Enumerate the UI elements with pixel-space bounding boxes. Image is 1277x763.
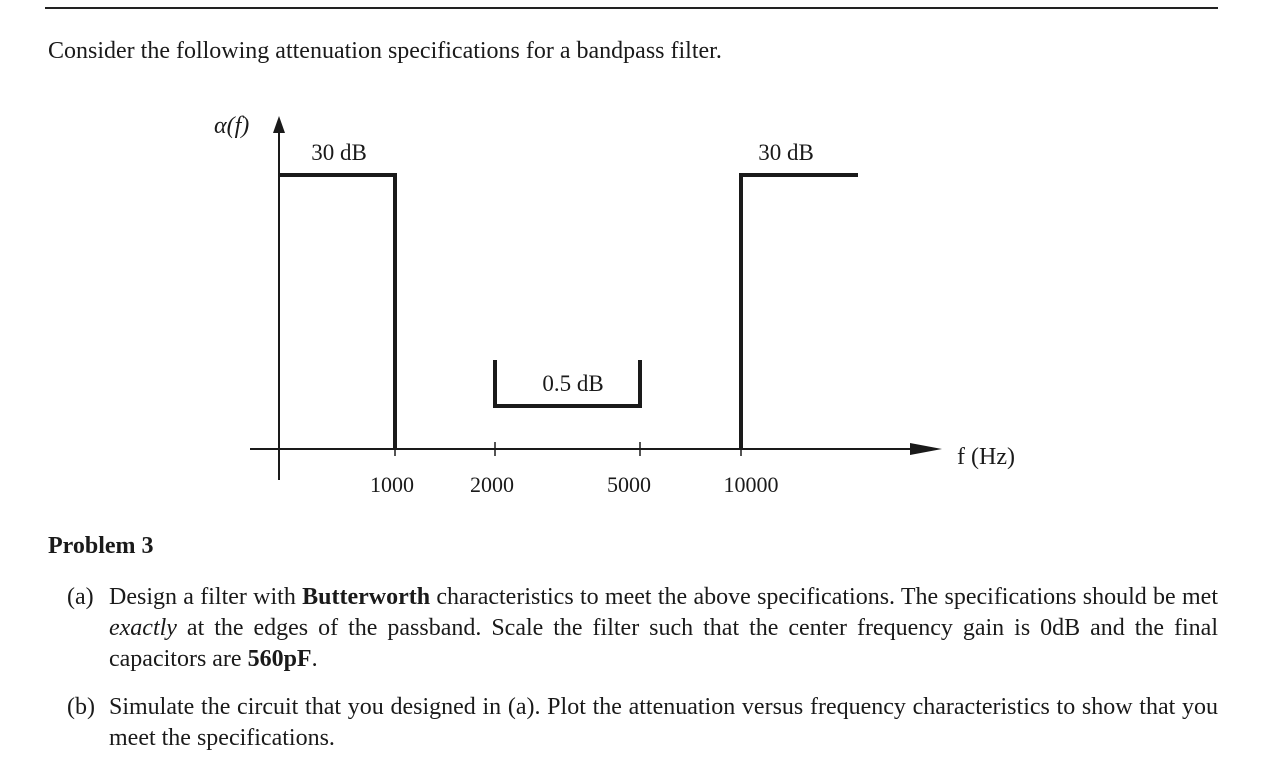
part-a-text-2: characteristics to meet the above specifications. The specifications should be met (430, 584, 1218, 610)
part-b (67, 692, 1218, 754)
tick-label-1000: 1000 (370, 472, 414, 497)
lower-stopband-label: 30 dB (311, 140, 367, 165)
part-a-text-4: . (311, 646, 318, 672)
part-a-mark: (a) (67, 584, 94, 610)
y-axis-label: α(f) (214, 113, 250, 139)
problem-title: Problem 3 (48, 533, 154, 559)
part-a-bold-capacitance: 560pF (247, 646, 312, 672)
part-a-bold-butterworth: Butterworth (302, 584, 431, 610)
passband-label: 0.5 dB (542, 371, 604, 396)
part-a-text-1: Design a filter with (109, 584, 303, 610)
lower-stopband-line (279, 175, 395, 449)
part-a (67, 582, 1218, 675)
x-axis-arrow (910, 443, 942, 455)
part-a-text-3: at the edges of the passband. Scale the filter such that the center frequency gain is 0dB and the final capacitors are (109, 615, 1218, 672)
top-rule (45, 7, 1218, 9)
intro-text: Consider the following attenuation specifications for a bandpass filter. (48, 38, 722, 64)
tick-label-5000: 5000 (607, 472, 651, 497)
attenuation-figure (0, 100, 1100, 505)
part-a-text (109, 582, 1218, 675)
tick-label-10000: 10000 (723, 472, 779, 497)
part-a-italic-exactly: exactly (109, 615, 177, 641)
attenuation-chart (0, 100, 1100, 500)
y-axis-arrow (273, 116, 285, 133)
part-b-text: Simulate the circuit that you designed in (a). Plot the attenuation versus frequency characteristics to show that you meet the specifications. (109, 694, 1218, 751)
x-axis-label: f (Hz) (957, 444, 1015, 470)
upper-stopband-line (741, 175, 858, 449)
tick-label-2000: 2000 (470, 472, 514, 497)
part-b-mark: (b) (67, 694, 95, 720)
upper-stopband-label: 30 dB (758, 140, 814, 165)
